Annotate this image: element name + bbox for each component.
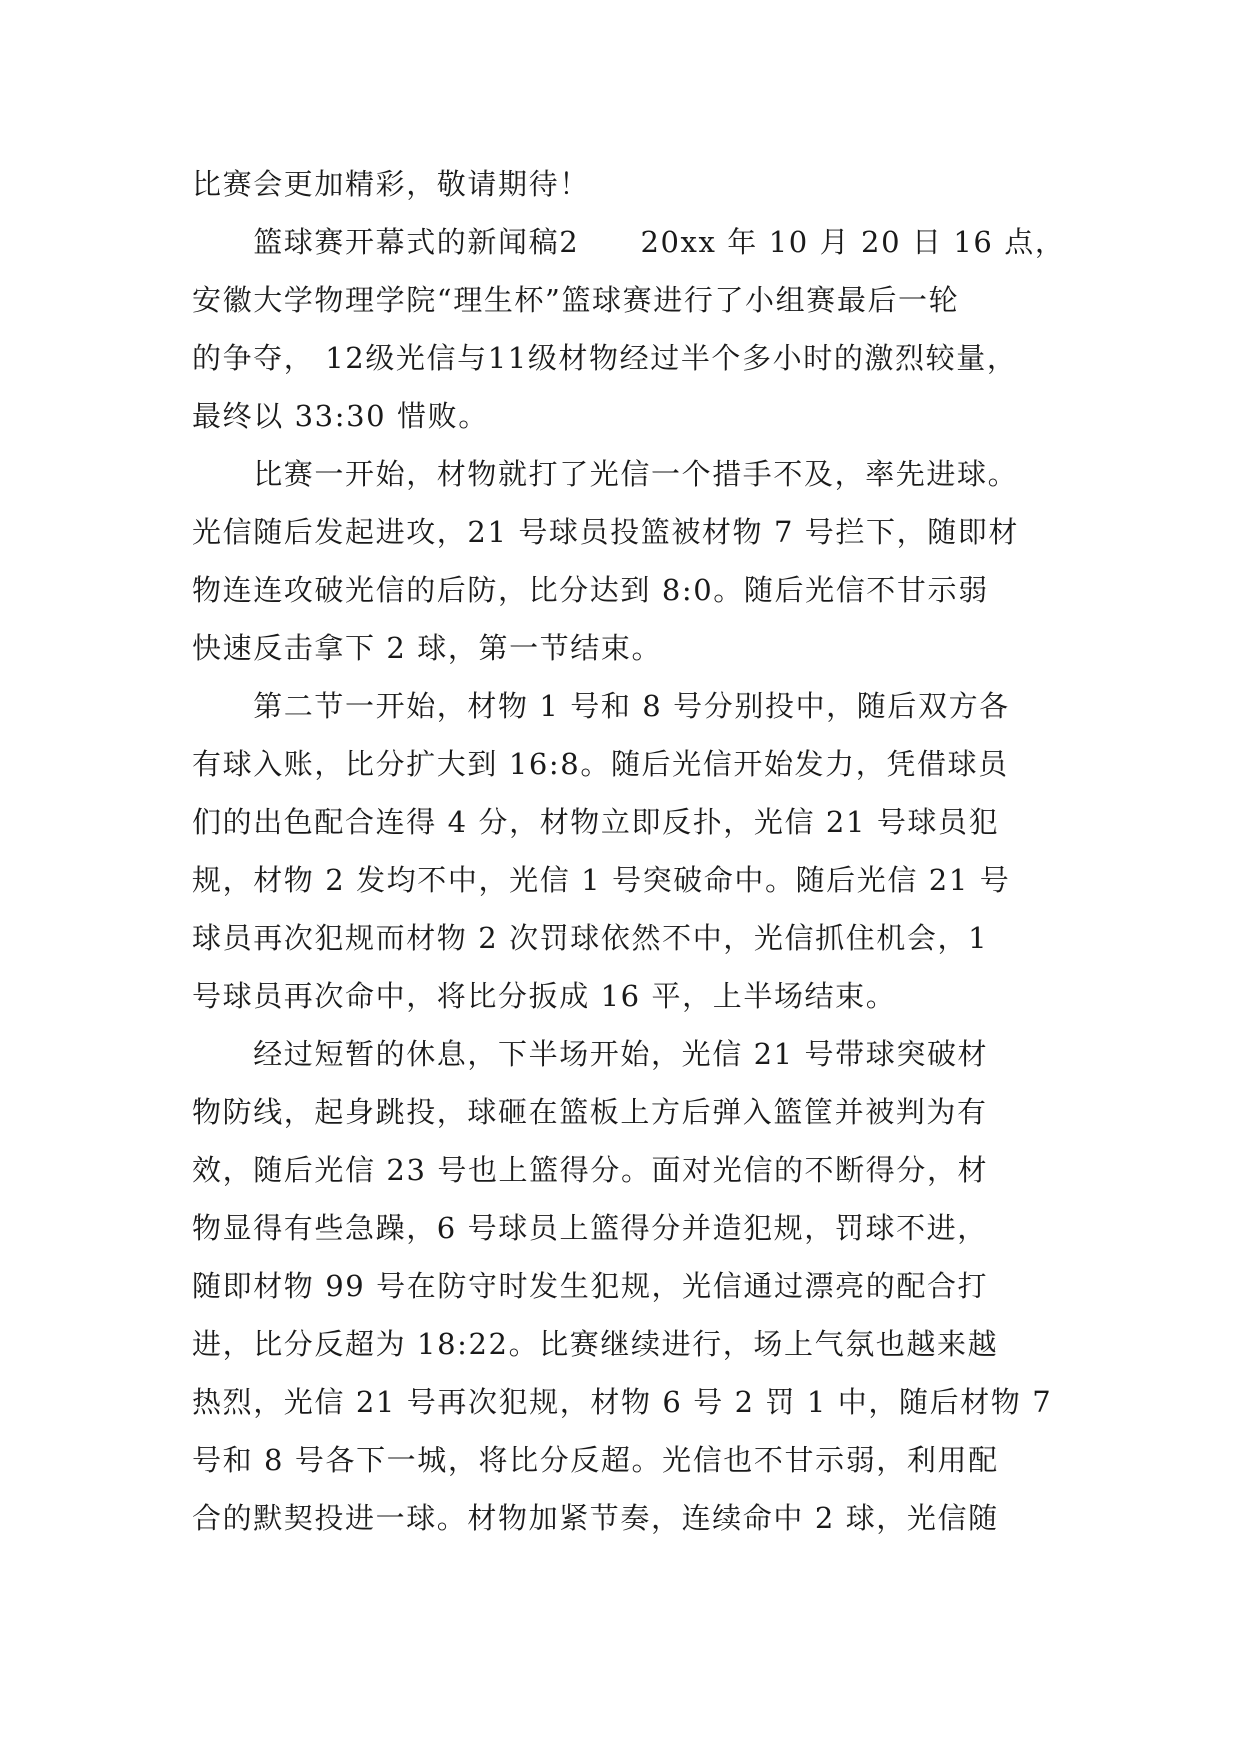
text-line: 有球入账，比分扩大到 16:8。随后光信开始发力，凭借球员 (192, 747, 1009, 781)
text-line: 号球员再次命中，将比分扳成 16 平，上半场结束。 (192, 979, 897, 1013)
text-line: 号和 8 号各下一城，将比分反超。光信也不甘示弱，利用配 (192, 1443, 999, 1477)
article-body (192, 155, 1066, 1547)
text-line: 进，比分反超为 18:22。比赛继续进行，场上气氛也越来越 (192, 1327, 999, 1361)
text-line: 效，随后光信 23 号也上篮得分。面对光信的不断得分，材 (192, 1153, 989, 1187)
text-line: 物防线，起身跳投，球砸在篮板上方后弹入篮筐并被判为有 (192, 1095, 988, 1129)
text-line: 们的出色配合连得 4 分，材物立即反扑，光信 21 号球员犯 (192, 805, 1000, 839)
text-line: 安徽大学物理学院“理生杯”篮球赛进行了小组赛最后一轮 (192, 283, 960, 317)
text-line: 规，材物 2 发均不中，光信 1 号突破命中。随后光信 21 号 (192, 863, 1011, 897)
text-line: 经过短暂的休息，下半场开始，光信 21 号带球突破材 (192, 1037, 989, 1071)
text-line: 最终以 33:30 惜败。 (192, 399, 489, 433)
text-line: 第二节一开始，材物 1 号和 8 号分别投中，随后双方各 (192, 689, 1010, 723)
text-line: 光信随后发起进攻，21 号球员投篮被材物 7 号拦下，随即材 (192, 515, 1020, 549)
text-line: 的争夺， 12级光信与11级材物经过半个多小时的激烈较量， (192, 341, 1018, 375)
text-line: 合的默契投进一球。材物加紧节奏，连续命中 2 球，光信随 (192, 1501, 999, 1535)
text-line: 热烈，光信 21 号再次犯规，材物 6 号 2 罚 1 中，随后材物 7 (192, 1385, 1053, 1419)
text-line: 快速反击拿下 2 球，第一节结束。 (192, 631, 663, 665)
text-line: 物连连攻破光信的后防，比分达到 8:0。随后光信不甘示弱 (192, 573, 989, 607)
text-line: 物显得有些急躁，6 号球员上篮得分并造犯规，罚球不进， (192, 1211, 988, 1245)
text-line: 比赛会更加精彩，敬请期待！ (192, 167, 590, 201)
text-line: 随即材物 99 号在防守时发生犯规，光信通过漂亮的配合打 (192, 1269, 989, 1303)
text-line: 篮球赛开幕式的新闻稿2 20xx 年 10 月 20 日 16 点， (192, 225, 1066, 259)
text-line: 比赛一开始，材物就打了光信一个措手不及，率先进球。 (192, 457, 1019, 491)
text-line: 球员再次犯规而材物 2 次罚球依然不中，光信抓住机会，1 (192, 921, 989, 955)
